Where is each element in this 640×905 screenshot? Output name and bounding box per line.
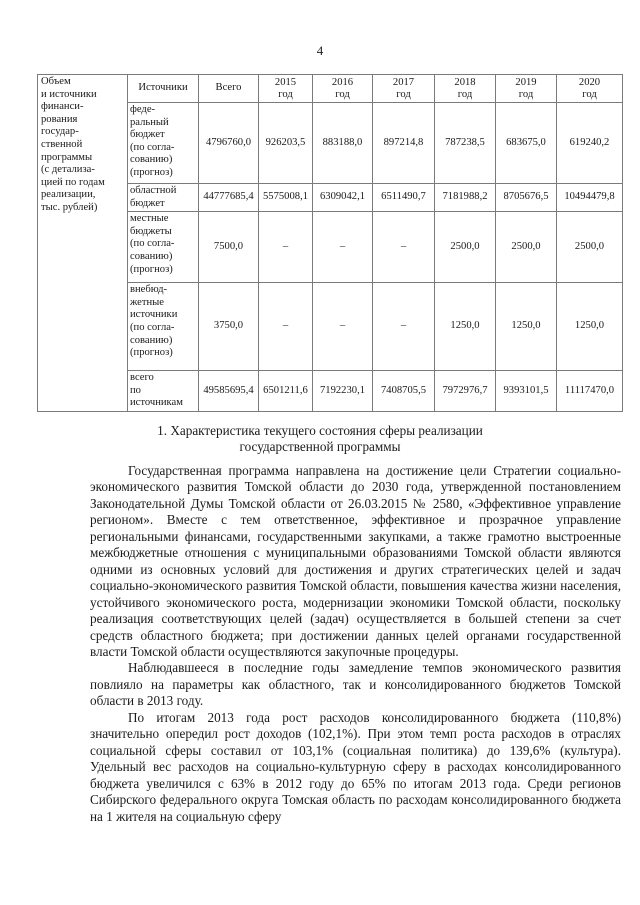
value-cell: –: [259, 283, 313, 371]
header-total: Всего: [199, 75, 259, 103]
value-cell: 619240,2: [557, 103, 623, 184]
row-label-line: цией по годам: [41, 176, 105, 188]
page-number: 4: [316, 43, 324, 58]
paragraph: По итогам 2013 года рост расходов консолидированного бюджета (110,8%) значительно опередил рост доходов (102,1%). При этом темп роста расходов в отраслях социальной сферы составил от 103,1% (социальная политика) до 139,6% (культура). Удельный вес расходов на социально-культурную сферу в расходах консолидированного бюджета увеличился с 63% в 2012 году до 65% по итогам 2013 года. Среди регионов Сибирского федерального округа Томская область по расходам консолидированного бюджета на 1 жителя на социальную сферу: [90, 709, 621, 824]
header-year-2019: 2019 год: [496, 75, 557, 103]
value-cell: 1250,0: [496, 283, 557, 371]
source-cell: феде- ральный бюджет (по согла- сованию) (прогноз): [128, 103, 199, 184]
row-label-line: реализации,: [41, 189, 96, 201]
financing-table: [37, 74, 623, 412]
source-cell: всего по источникам: [128, 371, 199, 412]
header-year-2020: 2020 год: [557, 75, 623, 103]
value-cell: 6309042,1: [313, 184, 373, 212]
total-cell: 3750,0: [199, 283, 259, 371]
section-heading: [0, 423, 640, 455]
row-label-line: рования: [41, 113, 78, 125]
source-cell: областной бюджет: [128, 184, 199, 212]
value-cell: 8705676,5: [496, 184, 557, 212]
value-cell: 883188,0: [313, 103, 373, 184]
value-cell: –: [373, 212, 435, 283]
row-label-line: финанси-: [41, 101, 84, 113]
row-label-line: тыс. рублей): [41, 201, 98, 213]
value-cell: –: [373, 283, 435, 371]
row-label-line: и источники: [41, 88, 97, 100]
value-cell: 683675,0: [496, 103, 557, 184]
header-year-2015: 2015 год: [259, 75, 313, 103]
section-heading-line: государственной программы: [239, 439, 401, 454]
source-cell: внебюд- жетные источники (по согла- сованию) (прогноз): [128, 283, 199, 371]
body-text: [90, 463, 621, 825]
row-label-line: Объем: [41, 76, 71, 87]
header-year-2017: 2017 год: [373, 75, 435, 103]
row-label-line: (с детализа-: [41, 164, 95, 176]
value-cell: 1250,0: [435, 283, 496, 371]
row-label-line: государ-: [41, 126, 79, 138]
value-cell: 2500,0: [435, 212, 496, 283]
value-cell: 7972976,7: [435, 371, 496, 412]
total-cell: 49585695,4: [199, 371, 259, 412]
total-cell: 4796760,0: [199, 103, 259, 184]
paragraph: Наблюдавшееся в последние годы замедление темпов экономического развития повлияло на параметры как областного, так и консолидированного бюджетов Томской области в 2013 году.: [90, 660, 621, 709]
value-cell: 2500,0: [557, 212, 623, 283]
value-cell: 6511490,7: [373, 184, 435, 212]
value-cell: 10494479,8: [557, 184, 623, 212]
total-cell: 44777685,4: [199, 184, 259, 212]
value-cell: 7181988,2: [435, 184, 496, 212]
value-cell: –: [313, 212, 373, 283]
header-year-2018: 2018 год: [435, 75, 496, 103]
value-cell: 2500,0: [496, 212, 557, 283]
value-cell: 926203,5: [259, 103, 313, 184]
value-cell: 11117470,0: [557, 371, 623, 412]
row-label-line: ственной: [41, 138, 83, 150]
value-cell: 7192230,1: [313, 371, 373, 412]
value-cell: –: [313, 283, 373, 371]
paragraph: Государственная программа направлена на достижение цели Стратегии социально-экономического развития Томской области до 2030 года, утвержденной постановлением Законодательной Думы Томской области от 26.03.2015 № 2580, «Эффективное управление регионом». Вместе с тем ответственное, эффективное и прозрачное управление региональными финансами, государственными закупками, а также грамотно выстроенные межбюджетные отношения с муниципальными образованиями Томской области являются одними из основных условий для достижения и других стратегических целей и задач социально-экономического развития Томской области, повышения качества жизни населения, устойчивого экономического роста, модернизации экономики Томской области, поскольку реализация соответствующих целей (задач) осуществляется в большей степени за счет средств областного бюджета; при достижении данных целей органами государственной власти Томской области осуществляются закупочные процедуры.: [90, 463, 621, 659]
source-cell: местные бюджеты (по согла- сованию) (прогноз): [128, 212, 199, 283]
value-cell: 9393101,5: [496, 371, 557, 412]
header-year-2016: 2016 год: [313, 75, 373, 103]
total-cell: 7500,0: [199, 212, 259, 283]
value-cell: 5575008,1: [259, 184, 313, 212]
header-sources: Источники: [128, 75, 199, 103]
table-header-row: [38, 75, 623, 103]
row-label-cell: [38, 75, 128, 412]
value-cell: 6501211,6: [259, 371, 313, 412]
value-cell: 7408705,5: [373, 371, 435, 412]
section-heading-line: 1. Характеристика текущего состояния сферы реализации: [157, 423, 483, 438]
value-cell: 1250,0: [557, 283, 623, 371]
value-cell: –: [259, 212, 313, 283]
value-cell: 787238,5: [435, 103, 496, 184]
row-label-line: программы: [41, 151, 93, 163]
value-cell: 897214,8: [373, 103, 435, 184]
